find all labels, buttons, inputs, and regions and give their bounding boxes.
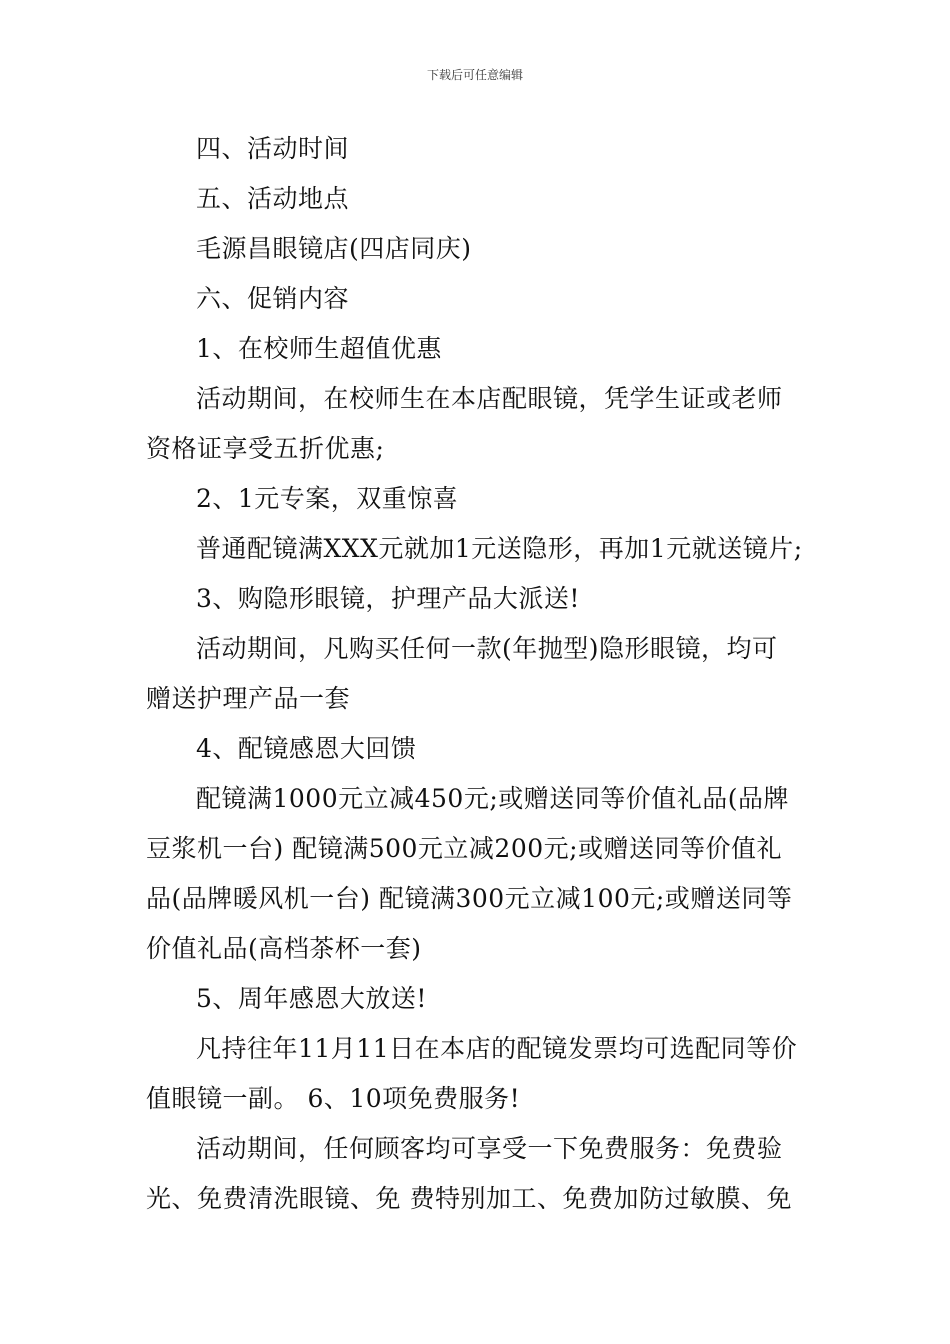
paragraph-line: 凡持往年11月11日在本店的配镜发票均可选配同等价 <box>196 1034 798 1063</box>
section-heading-location: 五、活动地点 <box>196 184 350 213</box>
section-heading-content: 六、促销内容 <box>196 284 350 313</box>
paragraph-line: 资格证享受五折优惠; <box>146 434 385 463</box>
item-heading-2: 2、1元专案，双重惊喜 <box>196 484 459 513</box>
paragraph-line: 活动期间，在校师生在本店配眼镜，凭学生证或老师 <box>196 384 783 413</box>
paragraph-line: 活动期间，凡购买任何一款(年抛型)隐形眼镜，均可 <box>196 634 778 663</box>
paragraph-line: 光、免费清洗眼镜、免 费特别加工、免费加防过敏膜、免 <box>146 1184 792 1213</box>
paragraph-line: 配镜满1000元立减450元;或赠送同等价值礼品(品牌 <box>196 784 790 813</box>
item-heading-3: 3、购隐形眼镜，护理产品大派送! <box>196 584 580 613</box>
paragraph-line: 赠送护理产品一套 <box>146 684 351 713</box>
paragraph-line: 品(品牌暖风机一台) 配镜满300元立减100元;或赠送同等 <box>146 884 793 913</box>
paragraph-line: 价值礼品(高档茶杯一套) <box>146 934 422 963</box>
paragraph-line: 活动期间，任何顾客均可享受一下免费服务：免费验 <box>196 1134 783 1163</box>
section-heading-time: 四、活动时间 <box>196 134 350 163</box>
item-heading-5: 5、周年感恩大放送! <box>196 984 427 1013</box>
paragraph-line: 值眼镜一副。 6、10项免费服务! <box>146 1084 521 1113</box>
paragraph-line: 豆浆机一台) 配镜满500元立减200元;或赠送同等价值礼 <box>146 834 783 863</box>
item-heading-1: 1、在校师生超值优惠 <box>196 334 442 363</box>
location-text: 毛源昌眼镜店(四店同庆) <box>196 234 472 263</box>
item-heading-4: 4、配镜感恩大回馈 <box>196 734 417 763</box>
paragraph-line: 普通配镜满XXX元就加1元送隐形，再加1元就送镜片; <box>196 534 803 563</box>
header-note: 下载后可任意编辑 <box>426 68 523 82</box>
